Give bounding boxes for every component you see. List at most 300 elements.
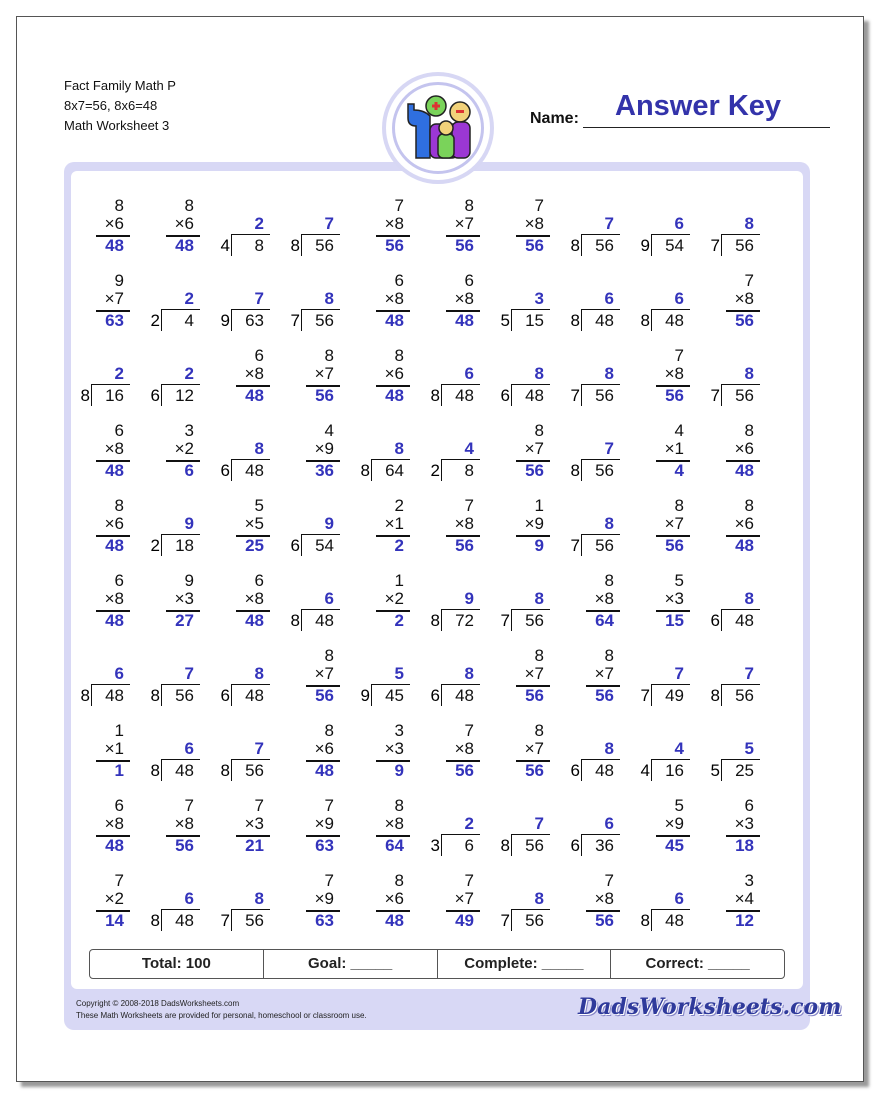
division-problem <box>430 421 480 493</box>
quotient-answer: 8 <box>254 439 264 458</box>
multiplier: ×6 <box>104 214 124 233</box>
multiplier: ×6 <box>384 889 404 908</box>
quotient-answer: 8 <box>604 514 614 533</box>
dividend: 48 <box>315 611 334 630</box>
product-answer: 14 <box>105 911 124 930</box>
product-answer: 48 <box>105 461 124 480</box>
multiplicand: 4 <box>324 421 334 440</box>
division-bar <box>442 384 480 385</box>
quotient-answer: 8 <box>254 889 264 908</box>
division-bar <box>372 684 410 685</box>
quotient-answer: 8 <box>744 364 754 383</box>
dividend: 8 <box>254 236 264 255</box>
division-bar <box>232 309 270 310</box>
divisor: 7 <box>570 536 580 555</box>
division-problem <box>710 571 760 643</box>
dividend: 56 <box>735 686 754 705</box>
multiplication-problem <box>360 196 410 268</box>
multiplicand: 8 <box>534 721 544 740</box>
dividend: 56 <box>735 386 754 405</box>
product-answer: 56 <box>595 686 614 705</box>
quotient-answer: 7 <box>254 289 264 308</box>
multiplicand: 1 <box>534 496 544 515</box>
multiplier: ×4 <box>734 889 754 908</box>
dividend: 16 <box>105 386 124 405</box>
divisor: 8 <box>80 386 90 405</box>
dividend: 54 <box>315 536 334 555</box>
multiplier: ×8 <box>594 589 614 608</box>
dividend: 56 <box>525 611 544 630</box>
product-answer: 56 <box>595 911 614 930</box>
multiplicand: 8 <box>184 196 194 215</box>
divisor: 6 <box>150 386 160 405</box>
multiplicand: 8 <box>324 721 334 740</box>
multiplier: ×8 <box>454 514 474 533</box>
multiplicand: 8 <box>604 571 614 590</box>
quotient-answer: 6 <box>464 364 474 383</box>
division-bracket <box>301 534 302 556</box>
multiplicand: 8 <box>744 421 754 440</box>
dividend: 48 <box>455 386 474 405</box>
divisor: 8 <box>500 836 510 855</box>
dividend: 16 <box>665 761 684 780</box>
divisor: 8 <box>570 236 580 255</box>
divisor: 7 <box>570 386 580 405</box>
product-answer: 9 <box>394 761 404 780</box>
multiplier: ×1 <box>104 739 124 758</box>
division-bracket <box>91 684 92 706</box>
division-bracket <box>371 684 372 706</box>
multiplicand: 7 <box>674 346 684 365</box>
multiplication-problem <box>80 496 130 568</box>
multiplicand: 5 <box>674 796 684 815</box>
product-answer: 1 <box>114 761 124 780</box>
dividend: 48 <box>595 311 614 330</box>
multiplicand: 8 <box>324 646 334 665</box>
division-problem <box>500 346 550 418</box>
quotient-answer: 9 <box>184 514 194 533</box>
multiplicand: 4 <box>674 421 684 440</box>
dividend: 8 <box>464 461 474 480</box>
multiplicand: 7 <box>534 196 544 215</box>
division-bracket <box>651 234 652 256</box>
multiplier: ×8 <box>454 289 474 308</box>
quotient-answer: 2 <box>184 364 194 383</box>
multiplier: ×9 <box>524 514 544 533</box>
quotient-answer: 7 <box>744 664 754 683</box>
quotient-answer: 7 <box>674 664 684 683</box>
dividend: 48 <box>595 761 614 780</box>
dividend: 25 <box>735 761 754 780</box>
quotient-answer: 8 <box>464 664 474 683</box>
dividend: 63 <box>245 311 264 330</box>
dividend: 48 <box>105 686 124 705</box>
total-cell: Total: 100 <box>90 950 264 978</box>
multiplicand: 8 <box>394 796 404 815</box>
division-bracket <box>581 834 582 856</box>
correct-cell: Correct: _____ <box>645 955 750 972</box>
division-bar <box>722 759 760 760</box>
title-line-1: Fact Family Math P <box>64 78 176 93</box>
multiplication-problem <box>570 871 620 943</box>
division-problem <box>710 346 760 418</box>
division-bracket <box>721 759 722 781</box>
multiplier: ×8 <box>104 814 124 833</box>
quotient-answer: 6 <box>184 889 194 908</box>
multiplication-problem <box>710 496 760 568</box>
multiplicand: 5 <box>674 571 684 590</box>
product-answer: 56 <box>455 761 474 780</box>
division-bar <box>442 609 480 610</box>
multiplier: ×8 <box>104 589 124 608</box>
multiplicand: 3 <box>184 421 194 440</box>
product-answer: 48 <box>735 461 754 480</box>
quotient-answer: 4 <box>464 439 474 458</box>
multiplicand: 6 <box>394 271 404 290</box>
multiplicand: 7 <box>604 871 614 890</box>
divisor: 7 <box>710 236 720 255</box>
divisor: 8 <box>150 686 160 705</box>
title-line-2: 8x7=56, 8x6=48 <box>64 98 158 113</box>
divisor: 7 <box>710 386 720 405</box>
multiplicand: 6 <box>254 571 264 590</box>
multiplication-problem <box>220 571 270 643</box>
divisor: 2 <box>430 461 440 480</box>
product-answer: 48 <box>105 536 124 555</box>
complete-cell: Complete: _____ <box>438 950 612 978</box>
division-bar <box>582 384 620 385</box>
division-bar <box>92 384 130 385</box>
multiplication-problem <box>290 346 340 418</box>
product-answer: 48 <box>105 836 124 855</box>
product-answer: 36 <box>315 461 334 480</box>
product-answer: 48 <box>105 611 124 630</box>
multiplication-problem <box>640 496 690 568</box>
division-bracket <box>441 384 442 406</box>
answer-key-label: Answer Key <box>615 90 782 122</box>
multiplication-problem <box>710 796 760 868</box>
division-problem <box>80 346 130 418</box>
divisor: 4 <box>220 236 230 255</box>
division-bracket <box>231 309 232 331</box>
quotient-answer: 8 <box>604 364 614 383</box>
dividend: 48 <box>245 686 264 705</box>
multiplicand: 8 <box>394 346 404 365</box>
quotient-answer: 5 <box>744 739 754 758</box>
divisor: 7 <box>640 686 650 705</box>
division-bracket <box>161 384 162 406</box>
multiplier: ×8 <box>454 739 474 758</box>
division-problem <box>640 721 690 793</box>
product-answer: 4 <box>674 461 684 480</box>
divisor: 5 <box>710 761 720 780</box>
name-label: Name: <box>530 110 579 127</box>
division-bar <box>582 234 620 235</box>
multiplier: ×7 <box>314 664 334 683</box>
product-answer: 21 <box>245 836 264 855</box>
dividend: 48 <box>175 761 194 780</box>
multiplicand: 8 <box>324 346 334 365</box>
multiplicand: 8 <box>464 196 474 215</box>
division-problem <box>220 271 270 343</box>
multiplicand: 7 <box>394 196 404 215</box>
quotient-answer: 7 <box>324 214 334 233</box>
divisor: 8 <box>290 611 300 630</box>
division-bracket <box>231 759 232 781</box>
multiplicand: 9 <box>114 271 124 290</box>
multiplicand: 1 <box>394 571 404 590</box>
product-answer: 64 <box>595 611 614 630</box>
division-bracket <box>161 309 162 331</box>
multiplier: ×3 <box>244 814 264 833</box>
multiplier: ×9 <box>314 439 334 458</box>
multiplier: ×6 <box>734 514 754 533</box>
division-bracket <box>301 609 302 631</box>
divisor: 8 <box>570 461 580 480</box>
division-bar <box>442 459 480 460</box>
quotient-answer: 6 <box>674 289 684 308</box>
division-bar <box>512 909 550 910</box>
divisor: 8 <box>430 386 440 405</box>
division-bar <box>232 909 270 910</box>
division-bracket <box>161 759 162 781</box>
multiplier: ×7 <box>454 214 474 233</box>
division-problem <box>570 421 620 493</box>
product-answer: 27 <box>175 611 194 630</box>
multiplier: ×8 <box>244 364 264 383</box>
multiplier: ×7 <box>664 514 684 533</box>
product-answer: 9 <box>534 536 544 555</box>
division-problem <box>290 196 340 268</box>
multiplicand: 6 <box>114 421 124 440</box>
division-bar <box>512 384 550 385</box>
divisor: 8 <box>570 311 580 330</box>
product-answer: 63 <box>315 911 334 930</box>
division-problem <box>360 646 410 718</box>
division-bar <box>232 234 270 235</box>
multiplication-problem <box>80 721 130 793</box>
multiplicand: 8 <box>114 196 124 215</box>
divisor: 6 <box>220 686 230 705</box>
quotient-answer: 6 <box>674 889 684 908</box>
name-field-line[interactable] <box>583 127 830 128</box>
multiplicand: 8 <box>394 871 404 890</box>
divisor: 8 <box>360 461 370 480</box>
dividend: 56 <box>315 311 334 330</box>
division-problem <box>220 871 270 943</box>
copyright-line-1: Copyright © 2008-2018 DadsWorksheets.com <box>76 999 240 1008</box>
multiplicand: 8 <box>604 646 614 665</box>
multiplier: ×9 <box>314 889 334 908</box>
division-problem <box>290 571 340 643</box>
division-bracket <box>581 534 582 556</box>
multiplication-problem <box>640 421 690 493</box>
multiplier: ×8 <box>384 814 404 833</box>
multiplication-problem <box>640 796 690 868</box>
dividend: 49 <box>665 686 684 705</box>
multiplication-problem <box>290 871 340 943</box>
division-bar <box>232 759 270 760</box>
division-bracket <box>231 459 232 481</box>
division-problem <box>500 871 550 943</box>
product-answer: 63 <box>315 836 334 855</box>
multiplication-problem <box>430 496 480 568</box>
multiplication-problem <box>290 421 340 493</box>
multiplicand: 8 <box>674 496 684 515</box>
multiplier: ×8 <box>244 589 264 608</box>
multiplier: ×3 <box>174 589 194 608</box>
multiplication-problem <box>360 871 410 943</box>
product-answer: 2 <box>394 536 404 555</box>
product-answer: 18 <box>735 836 754 855</box>
division-problem <box>640 196 690 268</box>
divisor: 7 <box>220 911 230 930</box>
division-bar <box>722 234 760 235</box>
multiplier: ×3 <box>734 814 754 833</box>
dividend: 54 <box>665 236 684 255</box>
multiplication-problem <box>360 721 410 793</box>
divisor: 6 <box>710 611 720 630</box>
score-box <box>89 949 785 979</box>
division-bracket <box>441 834 442 856</box>
division-problem <box>150 871 200 943</box>
dividend: 36 <box>595 836 614 855</box>
multiplier: ×8 <box>384 289 404 308</box>
dividend: 56 <box>735 236 754 255</box>
copyright-line-2: These Math Worksheets are provided for personal, homeschool or classroom use. <box>76 1011 367 1020</box>
quotient-answer: 7 <box>534 814 544 833</box>
divisor: 6 <box>290 536 300 555</box>
product-answer: 12 <box>735 911 754 930</box>
divisor: 9 <box>220 311 230 330</box>
multiplier: ×8 <box>104 439 124 458</box>
multiplicand: 2 <box>394 496 404 515</box>
division-bracket <box>161 684 162 706</box>
division-bar <box>652 684 690 685</box>
multiplication-problem <box>710 271 760 343</box>
product-answer: 63 <box>105 311 124 330</box>
multiplier: ×8 <box>524 214 544 233</box>
division-bracket <box>231 234 232 256</box>
division-problem <box>500 571 550 643</box>
product-answer: 48 <box>105 236 124 255</box>
dividend: 48 <box>665 311 684 330</box>
product-answer: 48 <box>735 536 754 555</box>
quotient-answer: 9 <box>464 589 474 608</box>
division-problem <box>290 496 340 568</box>
multiplier: ×9 <box>664 814 684 833</box>
multiplicand: 7 <box>464 871 474 890</box>
divisor: 8 <box>640 311 650 330</box>
multiplicand: 8 <box>114 496 124 515</box>
divisor: 7 <box>500 911 510 930</box>
multiplicand: 8 <box>744 496 754 515</box>
division-problem <box>710 721 760 793</box>
multiplication-problem <box>360 796 410 868</box>
division-problem <box>220 421 270 493</box>
division-problem <box>150 271 200 343</box>
multiplication-problem <box>150 421 200 493</box>
division-bar <box>652 759 690 760</box>
multiplier: ×8 <box>734 289 754 308</box>
product-answer: 48 <box>175 236 194 255</box>
multiplication-problem <box>150 796 200 868</box>
division-problem <box>570 271 620 343</box>
quotient-answer: 8 <box>394 439 404 458</box>
multiplication-problem <box>430 271 480 343</box>
division-problem <box>570 496 620 568</box>
division-bracket <box>581 234 582 256</box>
division-bracket <box>721 609 722 631</box>
multiplication-problem <box>570 571 620 643</box>
division-bracket <box>511 309 512 331</box>
multiplier: ×7 <box>524 664 544 683</box>
product-answer: 15 <box>665 611 684 630</box>
multiplicand: 6 <box>744 796 754 815</box>
division-problem <box>640 871 690 943</box>
product-answer: 56 <box>525 236 544 255</box>
product-answer: 48 <box>385 311 404 330</box>
multiplication-problem <box>430 196 480 268</box>
multiplier: ×8 <box>594 889 614 908</box>
divisor: 8 <box>150 761 160 780</box>
multiplier: ×6 <box>174 214 194 233</box>
dividend: 56 <box>595 536 614 555</box>
division-bracket <box>511 834 512 856</box>
quotient-answer: 7 <box>184 664 194 683</box>
divisor: 8 <box>150 911 160 930</box>
quotient-answer: 8 <box>534 889 544 908</box>
quotient-answer: 6 <box>604 289 614 308</box>
dividend: 56 <box>175 686 194 705</box>
division-bar <box>302 609 340 610</box>
product-answer: 48 <box>385 911 404 930</box>
division-problem <box>430 346 480 418</box>
multiplicand: 6 <box>114 571 124 590</box>
division-bar <box>582 534 620 535</box>
multiplier: ×3 <box>384 739 404 758</box>
divisor: 6 <box>220 461 230 480</box>
division-bar <box>162 909 200 910</box>
dividend: 15 <box>525 311 544 330</box>
divisor: 8 <box>430 611 440 630</box>
quotient-answer: 9 <box>324 514 334 533</box>
division-problem <box>290 271 340 343</box>
division-problem <box>640 271 690 343</box>
division-bracket <box>441 684 442 706</box>
dividend: 56 <box>525 911 544 930</box>
dividend: 64 <box>385 461 404 480</box>
division-bracket <box>441 609 442 631</box>
multiplication-problem <box>500 196 550 268</box>
multiplier: ×9 <box>314 814 334 833</box>
division-bracket <box>301 309 302 331</box>
answer-line <box>516 535 550 537</box>
division-problem <box>150 346 200 418</box>
dividend: 12 <box>175 386 194 405</box>
multiplication-problem <box>80 196 130 268</box>
division-bar <box>232 684 270 685</box>
multiplier: ×2 <box>174 439 194 458</box>
multiplier: ×3 <box>664 589 684 608</box>
division-problem <box>710 196 760 268</box>
answer-line <box>96 760 130 762</box>
multiplier: ×7 <box>524 739 544 758</box>
division-bracket <box>231 909 232 931</box>
multiplication-problem <box>360 271 410 343</box>
multiplicand: 3 <box>394 721 404 740</box>
multiplication-problem <box>80 271 130 343</box>
